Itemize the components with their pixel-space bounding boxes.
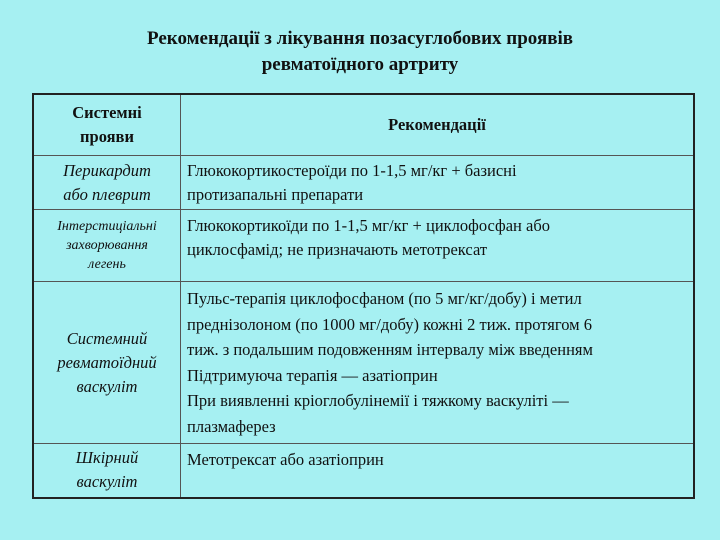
page-title-line-1: Рекомендації з лікування позасуглобових проявів [146,28,574,49]
row-manifestation [33,210,181,282]
row-manifestation [33,156,181,210]
row-recommendation [181,444,695,498]
cell-text: Метотрексат або азатіоприн [187,450,384,469]
table-row [33,444,694,498]
cell-text: Підтримуюча терапія — азатіоприн [187,365,438,385]
row-recommendation [181,210,695,282]
cell-text: Глюкокортикоїди по 1-1,5 мг/кг + циклофосфан або [187,216,550,235]
cell-text: або плеврит [63,184,151,204]
cell-text: васкуліт [76,472,138,492]
header-systemic-manifestations [33,94,181,156]
row-recommendation [181,282,695,444]
cell-text: плазмаферез [187,416,276,436]
cell-text: протизапальні препарати [187,184,364,204]
cell-text: легень [88,257,126,272]
row-manifestation [33,282,181,444]
cell-text: Шкірний [75,448,139,468]
cell-text: ревматоїдний [57,352,157,372]
cell-text: Пульс-терапія циклофосфаном (по 5 мг/кг/добу) і метил [187,289,582,308]
header-recommendations: Рекомендації [181,94,695,156]
cell-text: циклосфамід; не призначають метотрексат [187,240,488,259]
row-recommendation [181,156,695,210]
cell-text: Системний [66,328,148,348]
row-manifestation [33,444,181,498]
cell-text: Глюкокортикостероїди по 1-1,5 мг/кг + базисні [187,160,517,180]
cell-text: васкуліт [76,376,138,396]
page-title [0,26,720,78]
table-header-row [33,94,694,156]
cell-text: Перикардит [63,160,151,180]
cell-text: При виявленні кріоглобулінемії і тяжкому васкуліті — [187,391,569,410]
page-title-line-2: ревматоїдного артриту [261,54,459,75]
table-row [33,156,694,210]
cell-text: преднізолоном (по 1000 мг/добу) кожні 2 тиж. протягом 6 [187,314,592,334]
table-row [33,210,694,282]
header-col1-line-2: прояви [80,127,134,146]
header-col1-line-1: Системні [72,103,142,122]
cell-text: Інтерстиціальні [57,219,157,234]
cell-text: захворювання [66,238,148,253]
cell-text: тиж. з подальшим подовженням інтервалу між введенням [187,340,593,359]
recommendations-table [32,93,695,499]
table-row [33,282,694,444]
